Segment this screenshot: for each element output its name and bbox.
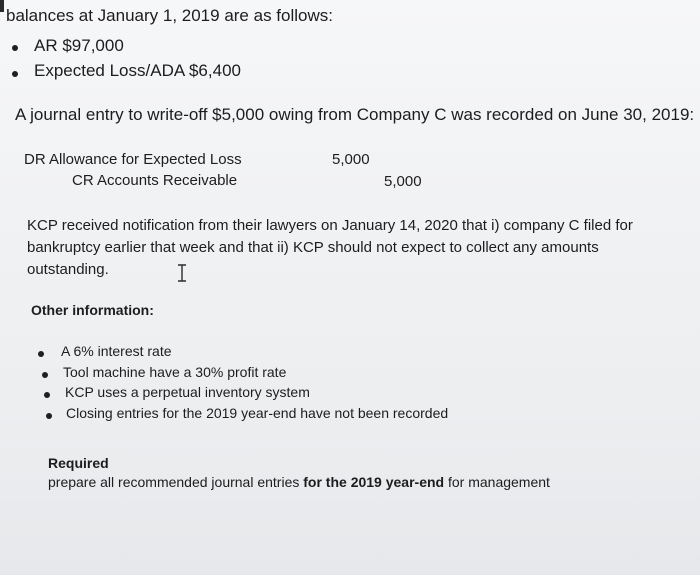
required-instruction-emphasis: for the 2019 year-end [303, 474, 445, 490]
top-left-mark [0, 0, 4, 12]
required-heading: Required [48, 455, 109, 471]
notice-line-2: bankruptcy earlier that week and that ii) KCP should not expect to collect any amounts [27, 239, 599, 256]
other-info-item: Tool machine have a 30% profit rate [63, 364, 287, 380]
bullet-icon [42, 372, 48, 378]
cr-amount: 5,000 [384, 173, 422, 190]
required-instruction-suffix: for management [444, 474, 550, 490]
other-information-heading: Other information: [31, 302, 154, 318]
other-info-item: A 6% interest rate [61, 343, 172, 359]
bullet-icon [12, 71, 18, 77]
bullet-icon [12, 45, 18, 51]
ada-balance-line: Expected Loss/ADA $6,400 [34, 61, 241, 80]
other-info-item: KCP uses a perpetual inventory system [65, 384, 310, 400]
dr-account-label: DR Allowance for Expected Loss [24, 151, 242, 168]
other-info-item: Closing entries for the 2019 year-end have not been recorded [66, 405, 449, 421]
journal-entry-intro: A journal entry to write-off $5,000 owing from Company C was recorded on June 30, 2019: [15, 105, 695, 124]
cr-account-label: CR Accounts Receivable [72, 172, 238, 189]
notice-line-1: KCP received notification from their lawyers on January 14, 2020 that i) company C filed for [27, 217, 633, 234]
required-instruction [48, 474, 550, 490]
bullet-icon [44, 392, 50, 398]
required-instruction-prefix: prepare all recommended journal entries [48, 474, 304, 490]
bullet-icon [38, 351, 44, 357]
ar-balance-line: AR $97,000 [34, 36, 124, 55]
dr-amount: 5,000 [332, 151, 370, 168]
bullet-icon [46, 413, 52, 419]
notice-line-3: outstanding. [27, 261, 109, 278]
balances-heading: balances at January 1, 2019 are as follows: [6, 6, 333, 25]
text-cursor-icon [176, 264, 188, 282]
